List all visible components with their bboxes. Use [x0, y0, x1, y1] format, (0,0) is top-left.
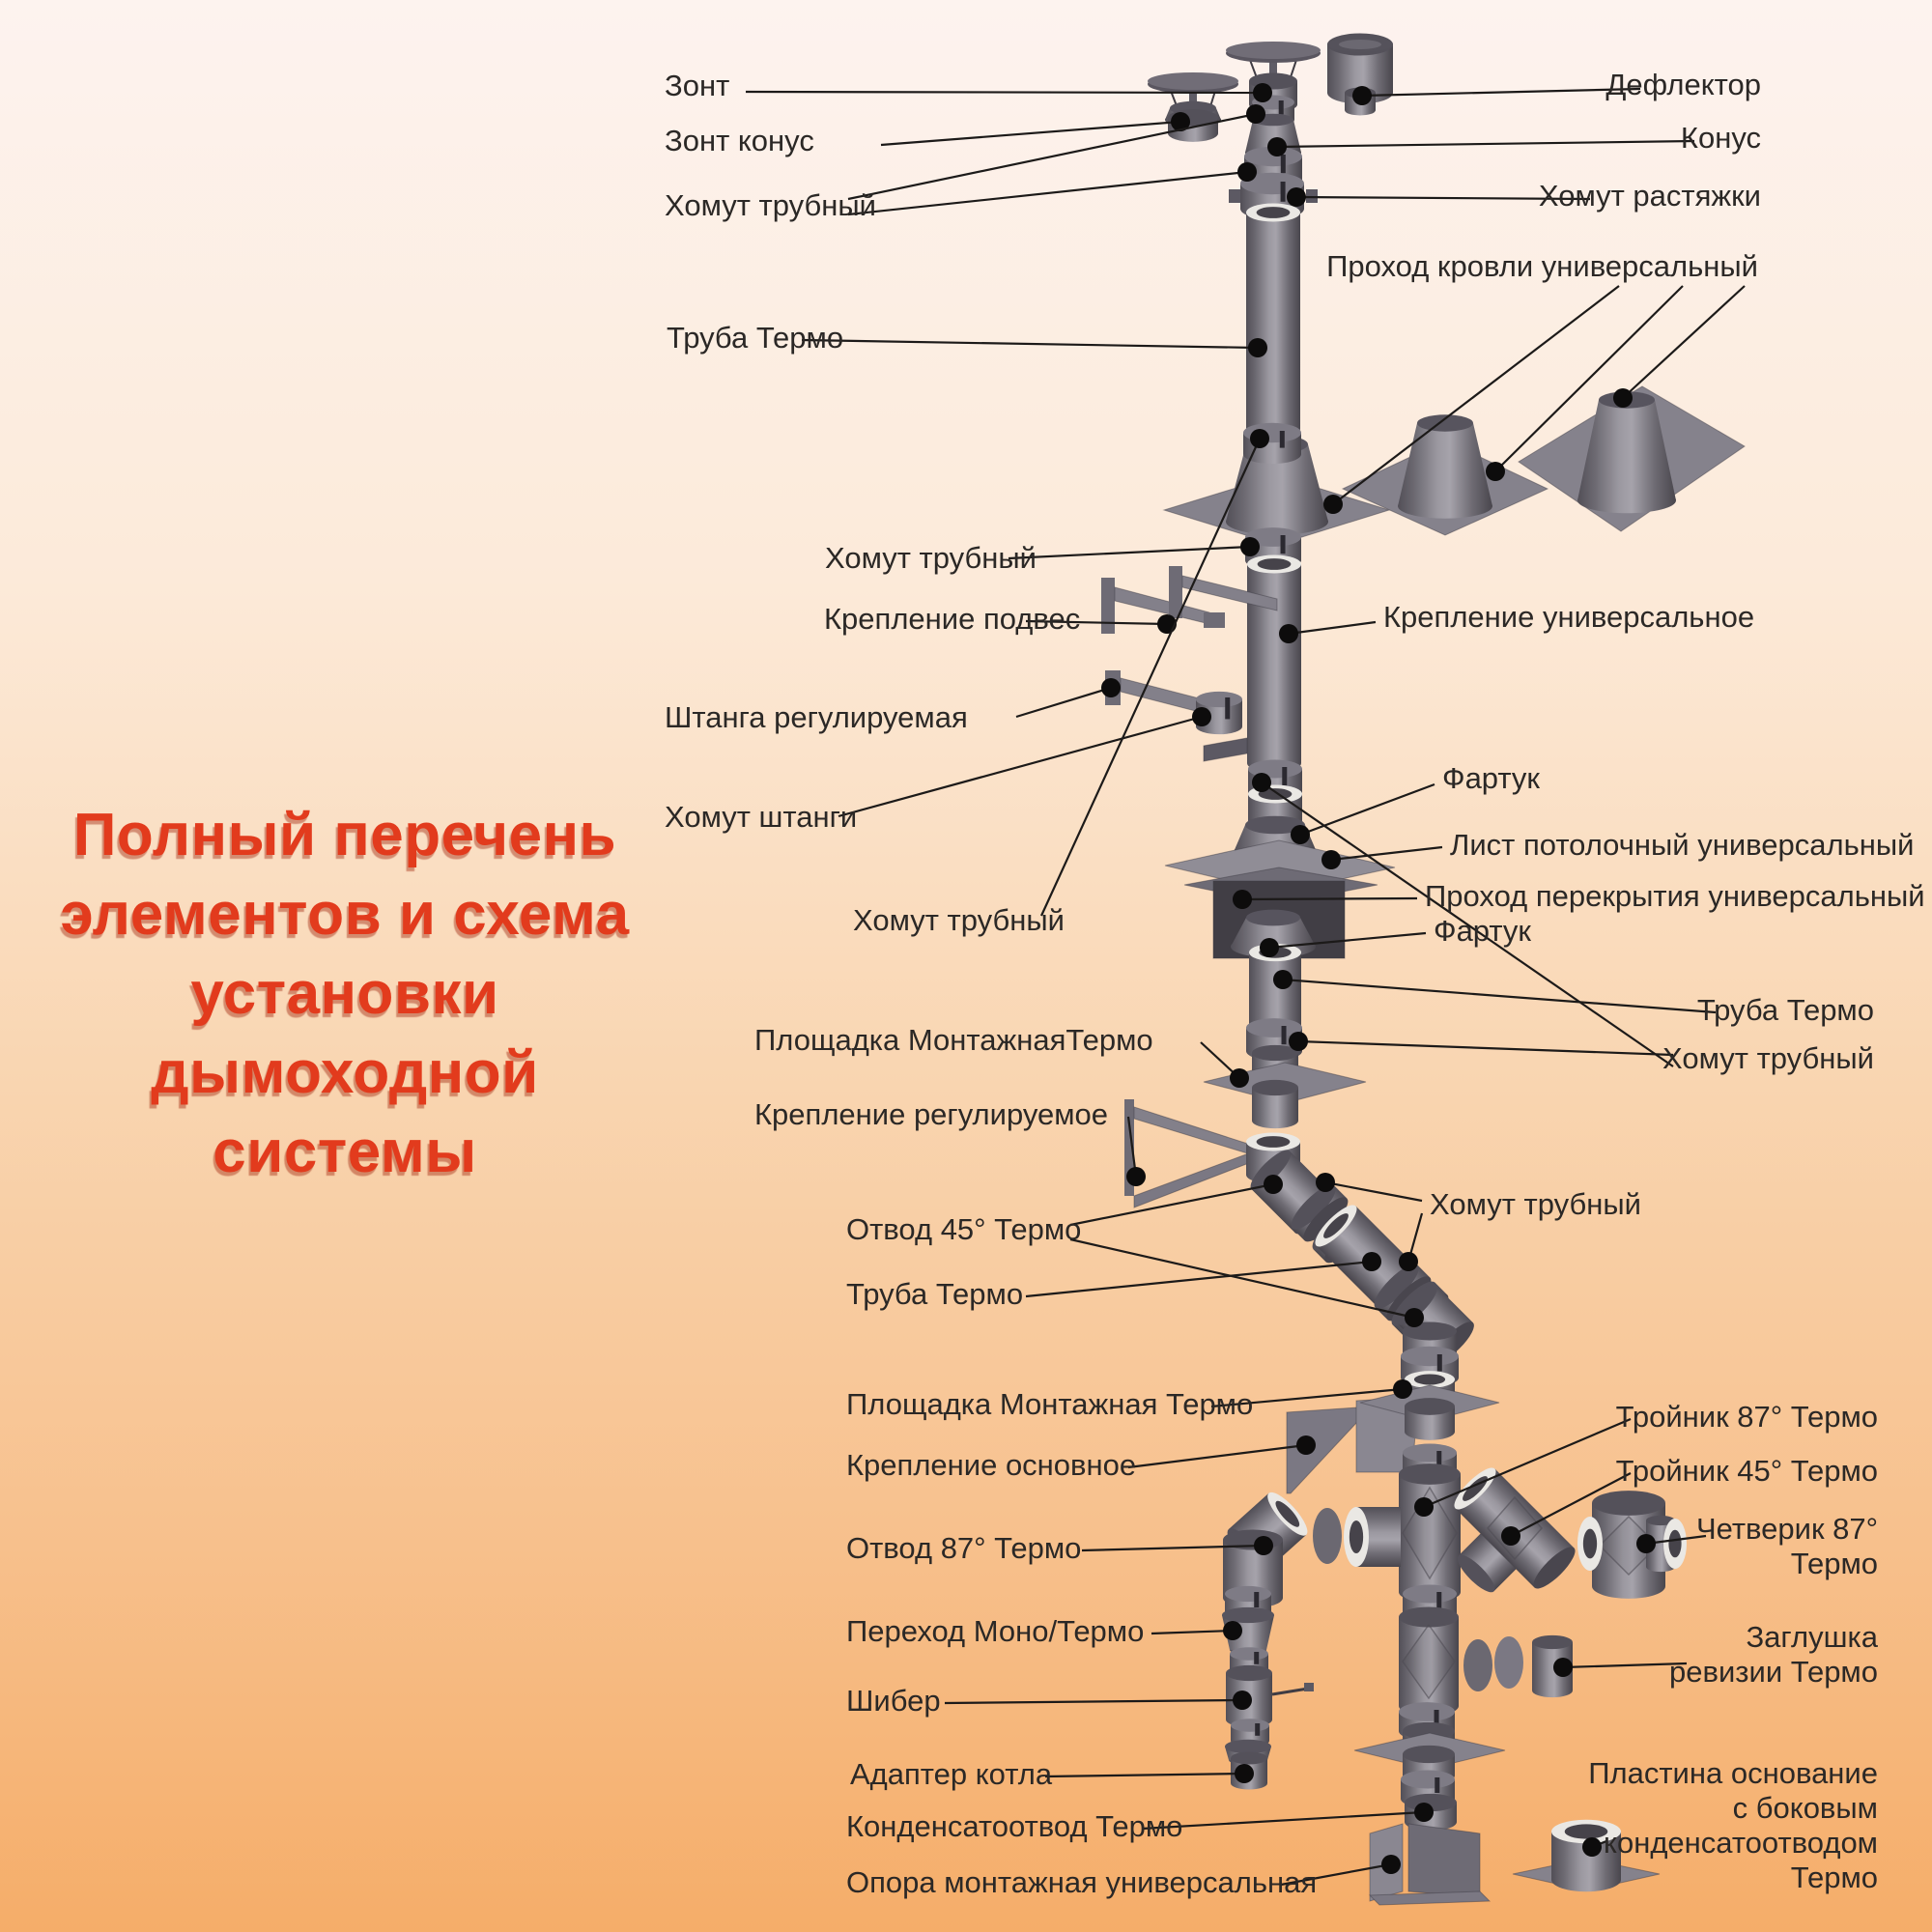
leader-dot-truba-termo-l1 — [1248, 338, 1267, 357]
leader-line-perekhod-mono-termo — [1151, 1631, 1233, 1634]
leader-dot-troinik-45 — [1501, 1526, 1520, 1546]
leader-dot-truba-termo-l2 — [1362, 1252, 1381, 1271]
label-ploshchadka-montazhnaya-1: Площадка МонтажнаяТермо — [754, 1023, 1153, 1058]
leader-dot-list-potolochny — [1321, 850, 1341, 869]
title-line-3: установки — [190, 960, 499, 1027]
leader-dot-kreplenie-osnovnoe — [1296, 1435, 1316, 1455]
part-truba-termo-part-1 — [1246, 203, 1300, 438]
leader-dot-otvod-45 — [1405, 1308, 1424, 1327]
leader-dot-prohod-perekrytiya — [1233, 890, 1252, 909]
label-kreplenie-osnovnoe: Крепление основное — [846, 1448, 1137, 1483]
label-khomut-trubny-3: Хомут трубный — [853, 903, 1065, 938]
label-troinik-45: Тройник 45° Термо — [1615, 1454, 1878, 1489]
leader-line-truba-termo-l1 — [802, 340, 1258, 348]
title-line-4: дымоходной — [151, 1039, 539, 1106]
leader-line-zaglushka-revizii — [1563, 1663, 1687, 1667]
leader-line-adapter-kotla — [1045, 1774, 1244, 1776]
leader-dot-khomut-trubny-r2 — [1399, 1252, 1418, 1271]
leader-dot-otvod-87 — [1254, 1536, 1273, 1555]
label-konus: Конус — [1680, 121, 1761, 156]
part-troinik-87-part — [1313, 1463, 1461, 1603]
leader-dot-prohod-krovli — [1486, 462, 1505, 481]
leader-dot-khomut-shtangi — [1192, 707, 1211, 726]
label-troinik-87: Тройник 87° Термо — [1615, 1400, 1878, 1435]
label-zont: Зонт — [665, 69, 730, 103]
label-truba-termo-r: Труба Термо — [1696, 993, 1874, 1028]
leader-line-khomut-trubny-2 — [1009, 547, 1250, 558]
label-khomut-trubny-1: Хомут трубный — [665, 188, 876, 223]
part-zont-konus-part — [1148, 72, 1238, 142]
leader-line-kreplenie-universalnoe — [1289, 622, 1376, 634]
label-prohod-krovli: Проход кровли универсальный — [1326, 249, 1758, 284]
leader-dot-ploshchadka-montazhnaya-2 — [1393, 1379, 1412, 1399]
leader-dot-chetverik-87 — [1636, 1534, 1656, 1553]
leader-line-khomut-trubny-r1 — [1298, 1041, 1673, 1055]
leader-dot-khomut-trubny-1 — [1237, 162, 1257, 182]
part-chetverik-part — [1577, 1491, 1687, 1599]
leader-dot-fartuk-2 — [1260, 938, 1279, 957]
leader-dot-shiber — [1233, 1690, 1252, 1710]
leader-line-truba-termo-l2 — [1026, 1262, 1372, 1296]
leader-line-zont-konus — [881, 122, 1180, 145]
leader-dot-fartuk-1 — [1291, 825, 1310, 844]
label-zaglushka-revizii: Заглушка ревизии Термо — [1669, 1620, 1878, 1690]
label-kreplenie-podves: Крепление подвес — [824, 602, 1081, 637]
label-kreplenie-universalnoe: Крепление универсальное — [1383, 600, 1755, 635]
leader-line-zont — [746, 92, 1263, 93]
parts-layer — [1101, 33, 1745, 1905]
part-prohod-krovli-2 — [1343, 414, 1548, 535]
label-fartuk-1: Фартук — [1442, 761, 1540, 796]
label-perekhod-mono-termo: Переход Моно/Термо — [846, 1614, 1145, 1649]
leader-dot-prohod-krovli — [1323, 495, 1343, 514]
leader-line-prohod-krovli — [1623, 286, 1745, 398]
label-chetverik-87: Четверик 87° Термо — [1695, 1512, 1878, 1581]
label-ploshchadka-montazhnaya-2: Площадка Монтажная Термо — [846, 1387, 1254, 1422]
leader-dot-khomut-trubny-r1 — [1252, 773, 1271, 792]
label-kreplenie-reguliruemoe: Крепление регулируемое — [754, 1097, 1109, 1132]
label-prohod-perekrytiya: Проход перекрытия универсальный — [1425, 879, 1925, 914]
leader-dot-khomut-trubny-2 — [1240, 537, 1260, 556]
leader-dot-khomut-trubny-r1 — [1289, 1032, 1308, 1051]
leader-line-list-potolochny — [1331, 847, 1442, 860]
leader-dot-troinik-87 — [1414, 1497, 1434, 1517]
label-khomut-rastyazhki: Хомут растяжки — [1538, 179, 1761, 213]
leader-line-khomut-trubny-1 — [848, 114, 1256, 199]
label-list-potolochny: Лист потолочный универсальный — [1450, 828, 1915, 863]
leader-line-konus — [1277, 141, 1694, 147]
leader-line-kreplenie-osnovnoe — [1128, 1445, 1306, 1467]
label-truba-termo-l1: Труба Термо — [667, 321, 844, 355]
leader-line-kondensatootvod-termo — [1142, 1812, 1424, 1829]
leader-dot-perekhod-mono-termo — [1223, 1621, 1242, 1640]
leader-dot-zont — [1253, 83, 1272, 102]
label-shiber: Шибер — [846, 1684, 941, 1719]
leader-line-truba-termo-r — [1283, 980, 1716, 1012]
leader-dot-khomut-rastyazhki — [1287, 187, 1306, 207]
title-line-1: Полный перечень — [72, 802, 617, 868]
label-zont-konus: Зонт конус — [665, 124, 814, 158]
leader-dot-zaglushka-revizii — [1553, 1658, 1573, 1677]
leader-line-khomut-trubny-3 — [1041, 439, 1260, 916]
label-truba-termo-l2: Труба Термо — [846, 1277, 1024, 1312]
label-opora-montazhnaya: Опора монтажная универсальная — [846, 1865, 1318, 1900]
part-prohod-krovli-3 — [1519, 386, 1745, 531]
leader-dot-prohod-krovli — [1613, 388, 1633, 408]
leader-dot-deflektor — [1352, 86, 1372, 105]
leader-line-khomut-trubny-1 — [848, 172, 1247, 214]
label-otvod-45: Отвод 45° Термо — [846, 1212, 1082, 1247]
leader-dot-khomut-trubny-1 — [1246, 104, 1265, 124]
leader-line-shtanga-reguliruemaya — [1016, 688, 1111, 717]
leader-line-shiber — [945, 1700, 1242, 1703]
leader-dot-kreplenie-universalnoe — [1279, 624, 1298, 643]
leader-line-prohod-perekrytiya — [1242, 898, 1417, 899]
title-line-5: системы — [213, 1119, 477, 1185]
leader-dot-otvod-45 — [1264, 1175, 1283, 1194]
leader-dot-kreplenie-reguliruemoe — [1126, 1167, 1146, 1186]
leader-dot-konus — [1267, 137, 1287, 156]
label-khomut-trubny-2: Хомут трубный — [825, 541, 1037, 576]
label-shtanga-reguliruemaya: Штанга регулируемая — [665, 700, 968, 735]
label-deflektor: Дефлектор — [1605, 68, 1761, 102]
leader-dot-kondensatootvod-termo — [1414, 1803, 1434, 1822]
leader-dot-khomut-trubny-r2 — [1316, 1173, 1335, 1192]
leader-dot-ploshchadka-montazhnaya-1 — [1230, 1068, 1249, 1088]
leader-dot-khomut-trubny-3 — [1250, 429, 1269, 448]
label-khomut-trubny-r1: Хомут трубный — [1662, 1041, 1874, 1076]
label-plastina-osnovanie: Пластина основание с боковым конденсатоотводом Термо — [1588, 1756, 1878, 1895]
leader-dot-adapter-kotla — [1235, 1764, 1254, 1783]
leader-line-deflektor — [1362, 89, 1640, 96]
label-fartuk-2: Фартук — [1434, 914, 1531, 949]
label-kondensatootvod-termo: Конденсатоотвод Термо — [846, 1809, 1183, 1844]
label-otvod-87: Отвод 87° Термо — [846, 1531, 1082, 1566]
leader-dot-truba-termo-r — [1273, 970, 1293, 989]
label-adapter-kotla: Адаптер котла — [850, 1757, 1053, 1792]
label-khomut-trubny-r2: Хомут трубный — [1430, 1187, 1641, 1222]
leader-dot-shtanga-reguliruemaya — [1101, 678, 1121, 697]
title-line-2: элементов и схема — [60, 881, 630, 948]
part-ploshchadka-part-1 — [1204, 1045, 1366, 1128]
leader-dot-opora-montazhnaya — [1381, 1855, 1401, 1874]
label-khomut-shtangi: Хомут штанги — [665, 800, 858, 835]
leader-dot-plastina-osnovanie — [1582, 1837, 1602, 1857]
part-zaglushka-col-part — [1399, 1606, 1459, 1716]
leader-line-fartuk-1 — [1300, 784, 1435, 835]
